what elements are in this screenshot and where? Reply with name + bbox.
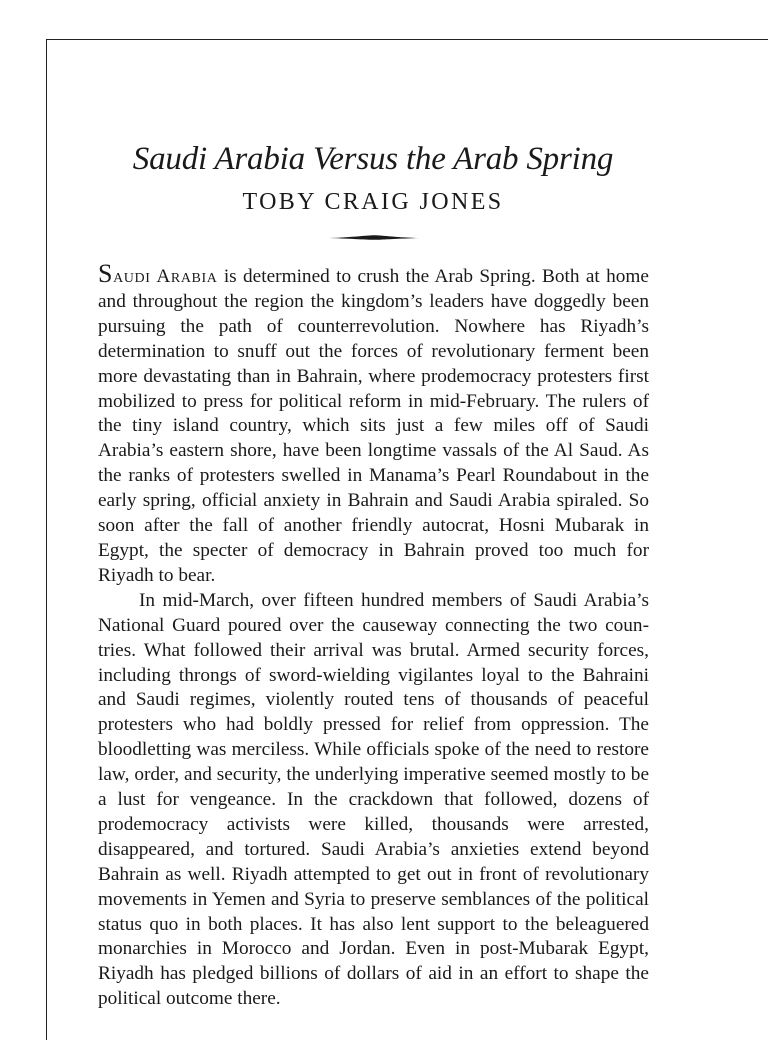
article-body <box>98 259 649 1012</box>
paragraph-1 <box>98 259 649 589</box>
article-author: TOBY CRAIG JONES <box>242 189 504 215</box>
lead-small-caps: audi Arabia <box>113 266 218 287</box>
ornament-rule-icon <box>329 234 419 242</box>
article-title: Saudi Arabia Versus the Arab Spring <box>132 141 614 177</box>
lead-in-small-caps <box>98 259 218 288</box>
paragraph-1-text: is determined to crush the Arab Spring. Both at home and throughout the region the kingdom’s leaders have doggedly been pursuing the path of counterrevolution. Nowhere has Riyadh’s determination to snuff out the forces of revolutionary ferment been more devastating than in Bahrain, where prodemocracy protesters first mobilized to press for political reform in mid-February. The rulers of the tiny island country, which sits just a few miles off of Saudi Arabia’s eastern shore, have been longtime vassals of the Al Saud. As the ranks of protesters swelled in Manama’s Pearl Roundabout in the early spring, official anxiety in Bahrain and Saudi Arabia spiraled. So soon after the fall of another friendly autocrat, Hosni Mubarak in Egypt, the specter of democracy in Bahrain proved too much for Riyadh to bear. <box>98 266 649 586</box>
paragraph-2: In mid-March, over fifteen hundred members of Saudi Arabia’s National Guard poured over the causeway connecting the two countries. What followed their arrival was brutal. Armed security forces, including throngs of sword-wielding vigilantes loyal to the Bahraini and Saudi regimes, violently routed tens of thousands of peaceful protesters who had boldly pressed for relief from oppression. The bloodletting was merciless. While officials spoke of the need to restore law, order, and security, the underlying imperative seemed mostly to be a lust for vengeance. In the crackdown that followed, dozens of prodemocracy activists were killed, thousands were arrested, disappeared, and tortured. Saudi Arabia’s anxieties extend beyond Bahrain as well. Riyadh attempted to get out in front of revolutionary movements in Yemen and Syria to preserve semblances of the political status quo in both places. It has also lent support to the beleaguered monarchies in Morocco and Jordan. Even in post-Mubarak Egypt, Riyadh has pledged billions of dollars of aid in an effort to shape the political outcome there. <box>98 589 649 1010</box>
lead-initial: S <box>98 259 114 288</box>
